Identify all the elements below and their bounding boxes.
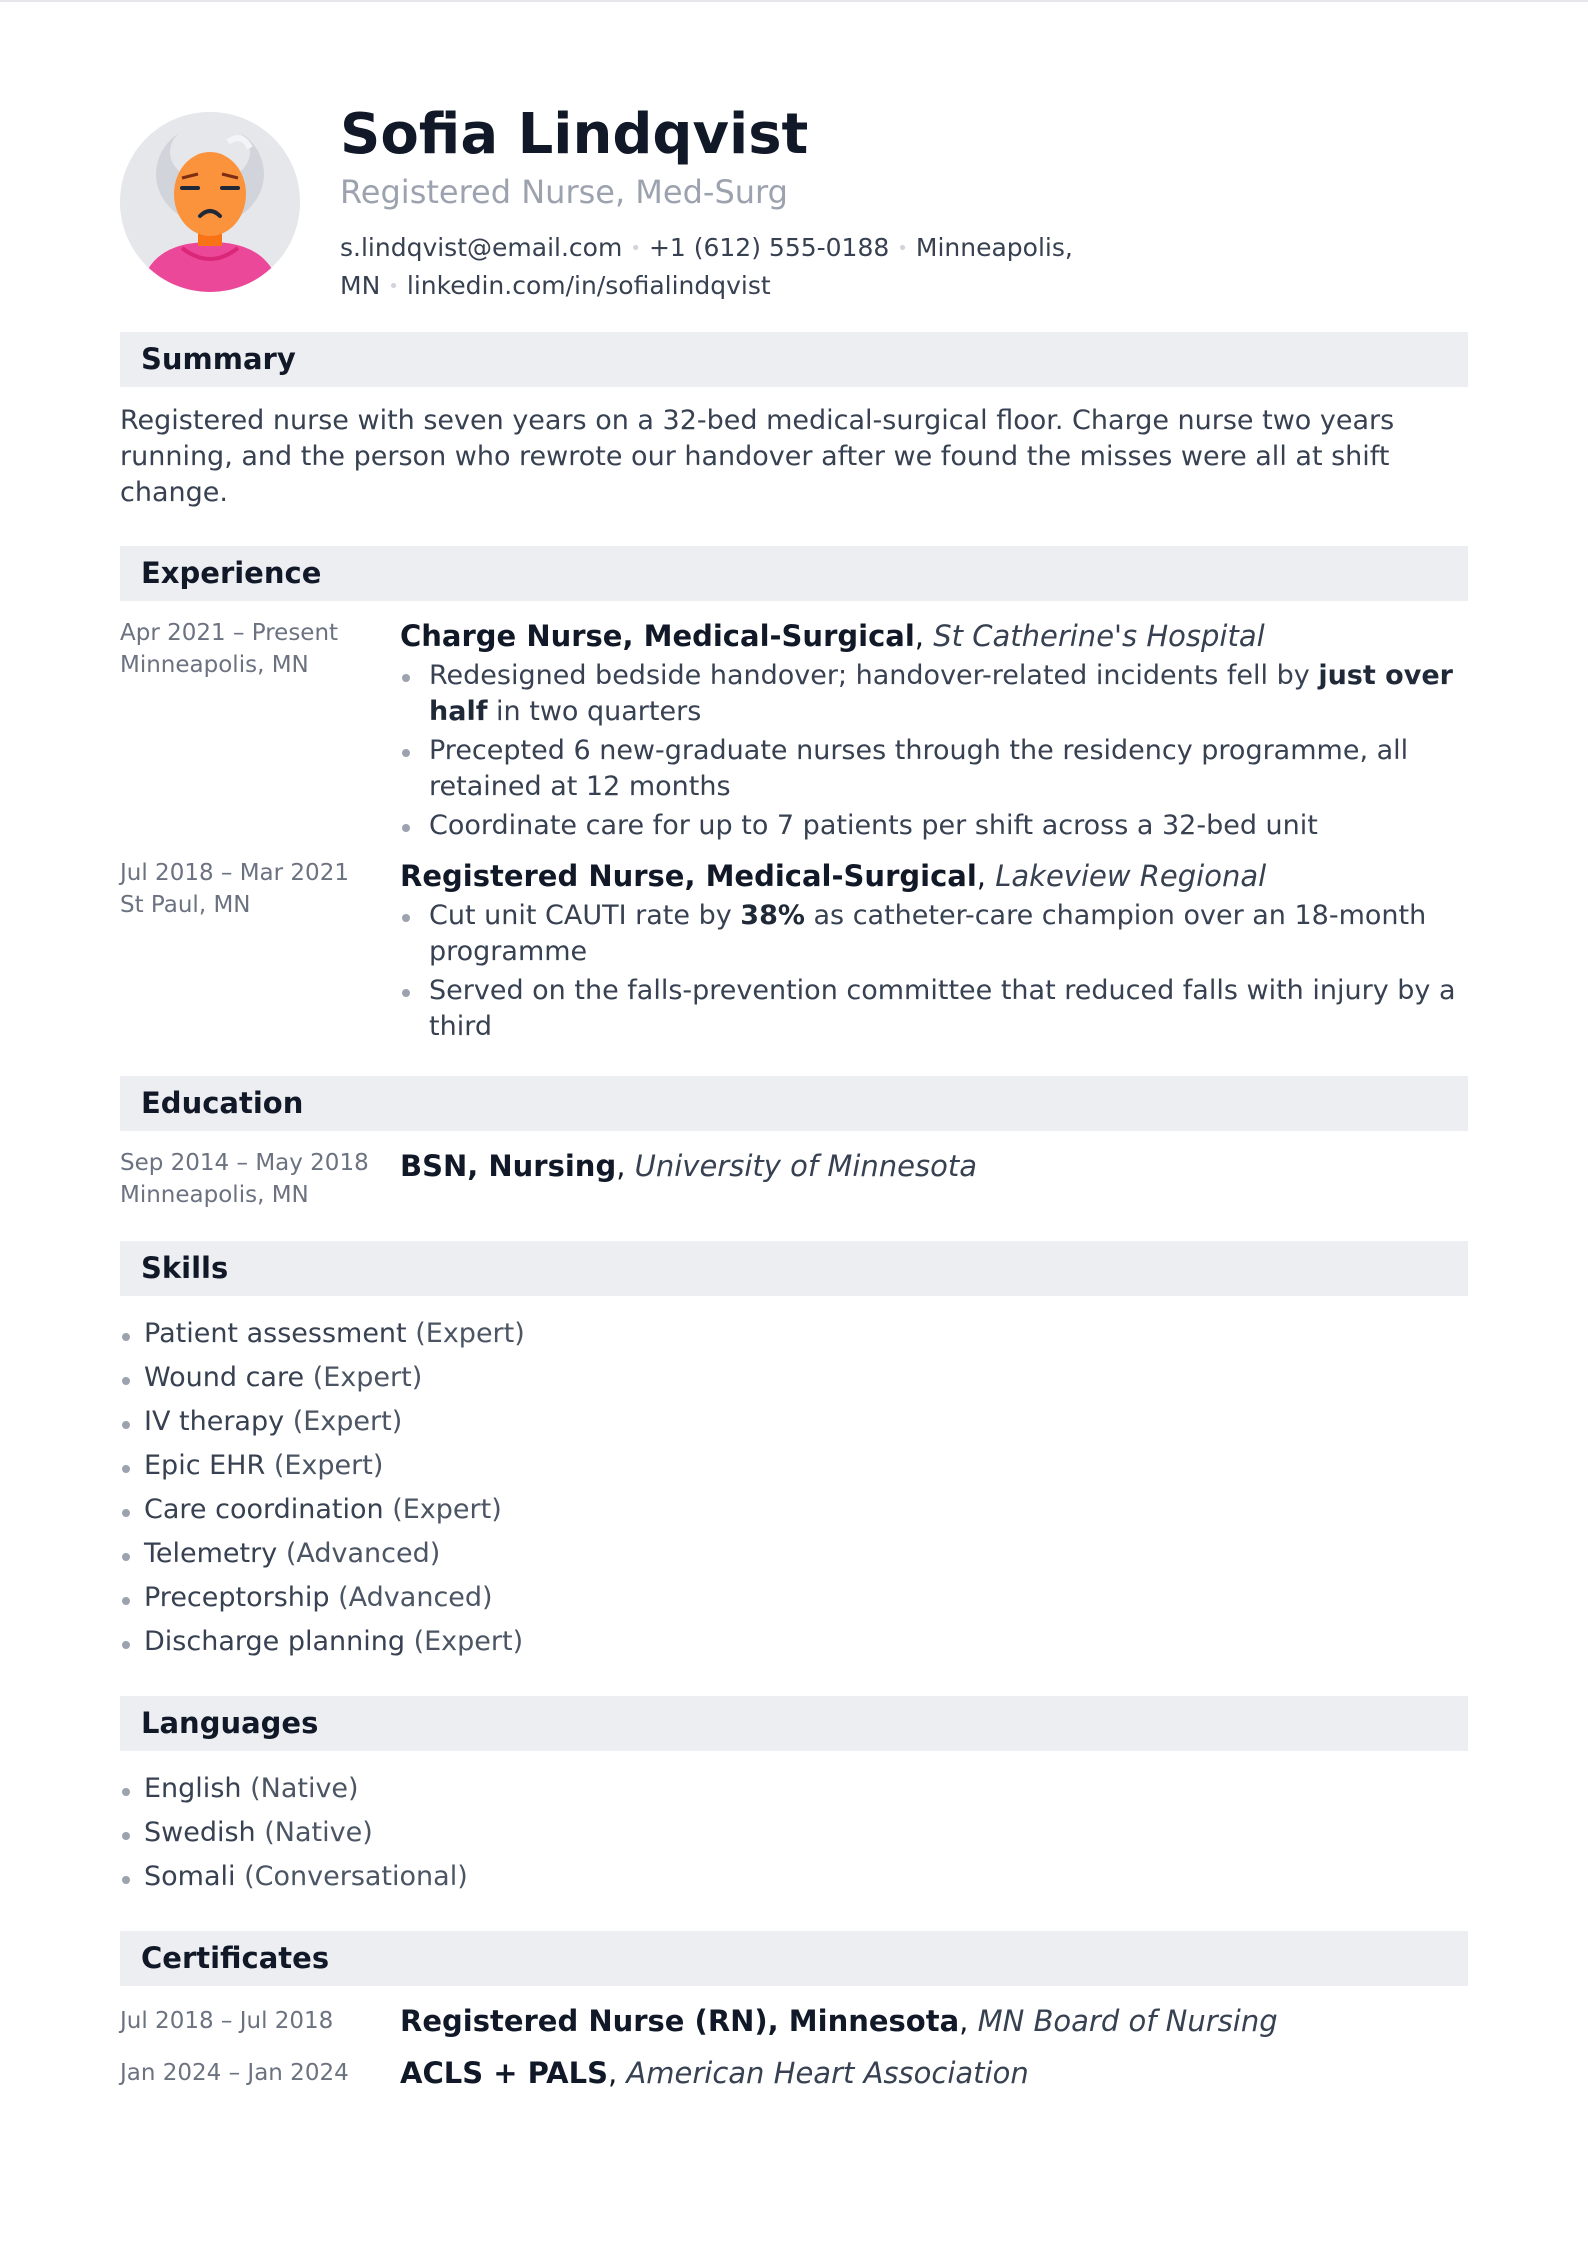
entry-role: BSN, Nursing, University of Minnesota [400, 1149, 977, 1183]
entry-role: Charge Nurse, Medical-Surgical, St Catherine's Hospital [400, 619, 1265, 653]
job-title: Registered Nurse, Medical-Surgical [400, 859, 977, 893]
experience-entry [120, 617, 1468, 847]
entry-dates: Jul 2018 – Mar 2021 [120, 860, 349, 886]
skill-item: Preceptorship (Advanced) [120, 1576, 1468, 1620]
languages-section [120, 1696, 1468, 1899]
resume-header [120, 2, 1468, 302]
phone-text: +1 (612) 555-0188 [648, 233, 890, 262]
employer: St Catherine's Hospital [933, 619, 1265, 653]
language-item: Somali (Conversational) [120, 1855, 1468, 1899]
section-heading-summary: Summary [120, 332, 1468, 387]
employer: Lakeview Regional [995, 859, 1267, 893]
contact-separator: • [897, 238, 908, 259]
entry-dates: Jan 2024 – Jan 2024 [120, 2060, 349, 2086]
location-text: Minneapolis, MN [340, 233, 1073, 300]
achievement-bullet: Coordinate care for up to 7 patients per shift across a 32-bed unit [400, 808, 1468, 844]
entry-location: Minneapolis, MN [120, 652, 309, 678]
experience-section [120, 546, 1468, 1048]
entry-location: Minneapolis, MN [120, 1182, 309, 1208]
entry-dates: Jul 2018 – Jul 2018 [120, 2008, 334, 2034]
section-heading-education: Education [120, 1076, 1468, 1131]
skill-item: Epic EHR (Expert) [120, 1444, 1468, 1488]
resume-page [120, 2, 1468, 2106]
contact-separator: • [388, 276, 399, 297]
certificate-issuer: MN Board of Nursing [977, 2004, 1278, 2038]
candidate-name: Sofia Lindqvist [340, 102, 809, 167]
contact-separator: • [630, 238, 641, 259]
entry-role: Registered Nurse, Medical-Surgical, Lakeview Regional [400, 859, 1267, 893]
contact-info [340, 230, 1100, 306]
certificate-entry: Jan 2024 – Jan 2024 ACLS + PALS, American Heart Association [120, 2056, 1029, 2090]
language-item: Swedish (Native) [120, 1811, 1468, 1855]
education-section [120, 1076, 1468, 1211]
candidate-title: Registered Nurse, Med-Surg [340, 173, 788, 211]
skill-item: IV therapy (Expert) [120, 1400, 1468, 1444]
certificate-name: ACLS + PALS [400, 2056, 608, 2090]
certificate-entry: Jul 2018 – Jul 2018 Registered Nurse (RN), Minnesota, MN Board of Nursing [120, 2004, 1278, 2038]
summary-text: Registered nurse with seven years on a 32-bed medical-surgical floor. Charge nurse two years running, and the person who rewrote our handover after we found the misses were all at shift change. [120, 405, 1395, 508]
job-title: Charge Nurse, Medical-Surgical [400, 619, 915, 653]
skill-item: Wound care (Expert) [120, 1356, 1468, 1400]
section-heading-experience: Experience [120, 546, 1468, 601]
skill-item: Patient assessment (Expert) [120, 1312, 1468, 1356]
section-heading-certificates: Certificates [120, 1931, 1468, 1986]
experience-entry [120, 857, 1468, 1048]
skill-item: Care coordination (Expert) [120, 1488, 1468, 1532]
section-heading-skills: Skills [120, 1241, 1468, 1296]
linkedin-link[interactable]: linkedin.com/in/sofialindqvist [406, 271, 771, 300]
certificates-section [120, 1931, 1468, 2092]
skill-item: Discharge planning (Expert) [120, 1620, 1468, 1664]
email-link[interactable]: s.lindqvist@email.com [340, 233, 623, 262]
entry-location: St Paul, MN [120, 892, 251, 918]
certificate-issuer: American Heart Association [626, 2056, 1029, 2090]
skills-section [120, 1241, 1468, 1664]
skill-item: Telemetry (Advanced) [120, 1532, 1468, 1576]
education-entry [120, 1147, 1468, 1211]
achievement-bullet: Precepted 6 new-graduate nurses through the residency programme, all retained at 12 months [400, 733, 1468, 805]
entry-dates: Sep 2014 – May 2018 [120, 1150, 369, 1176]
degree: BSN, Nursing [400, 1149, 617, 1183]
language-item: English (Native) [120, 1767, 1468, 1811]
certificate-name: Registered Nurse (RN), Minnesota [400, 2004, 960, 2038]
school: University of Minnesota [634, 1149, 977, 1183]
achievement-bullet: Redesigned bedside handover; handover-related incidents fell by just over half in two quarters [400, 658, 1468, 730]
achievement-bullet: Served on the falls-prevention committee that reduced falls with injury by a third [400, 973, 1468, 1045]
avatar [120, 112, 300, 292]
section-heading-languages: Languages [120, 1696, 1468, 1751]
entry-dates: Apr 2021 – Present [120, 620, 339, 646]
achievement-bullet: Cut unit CAUTI rate by 38% as catheter-care champion over an 18-month programme [400, 898, 1468, 970]
avatar-illustration [120, 112, 300, 292]
